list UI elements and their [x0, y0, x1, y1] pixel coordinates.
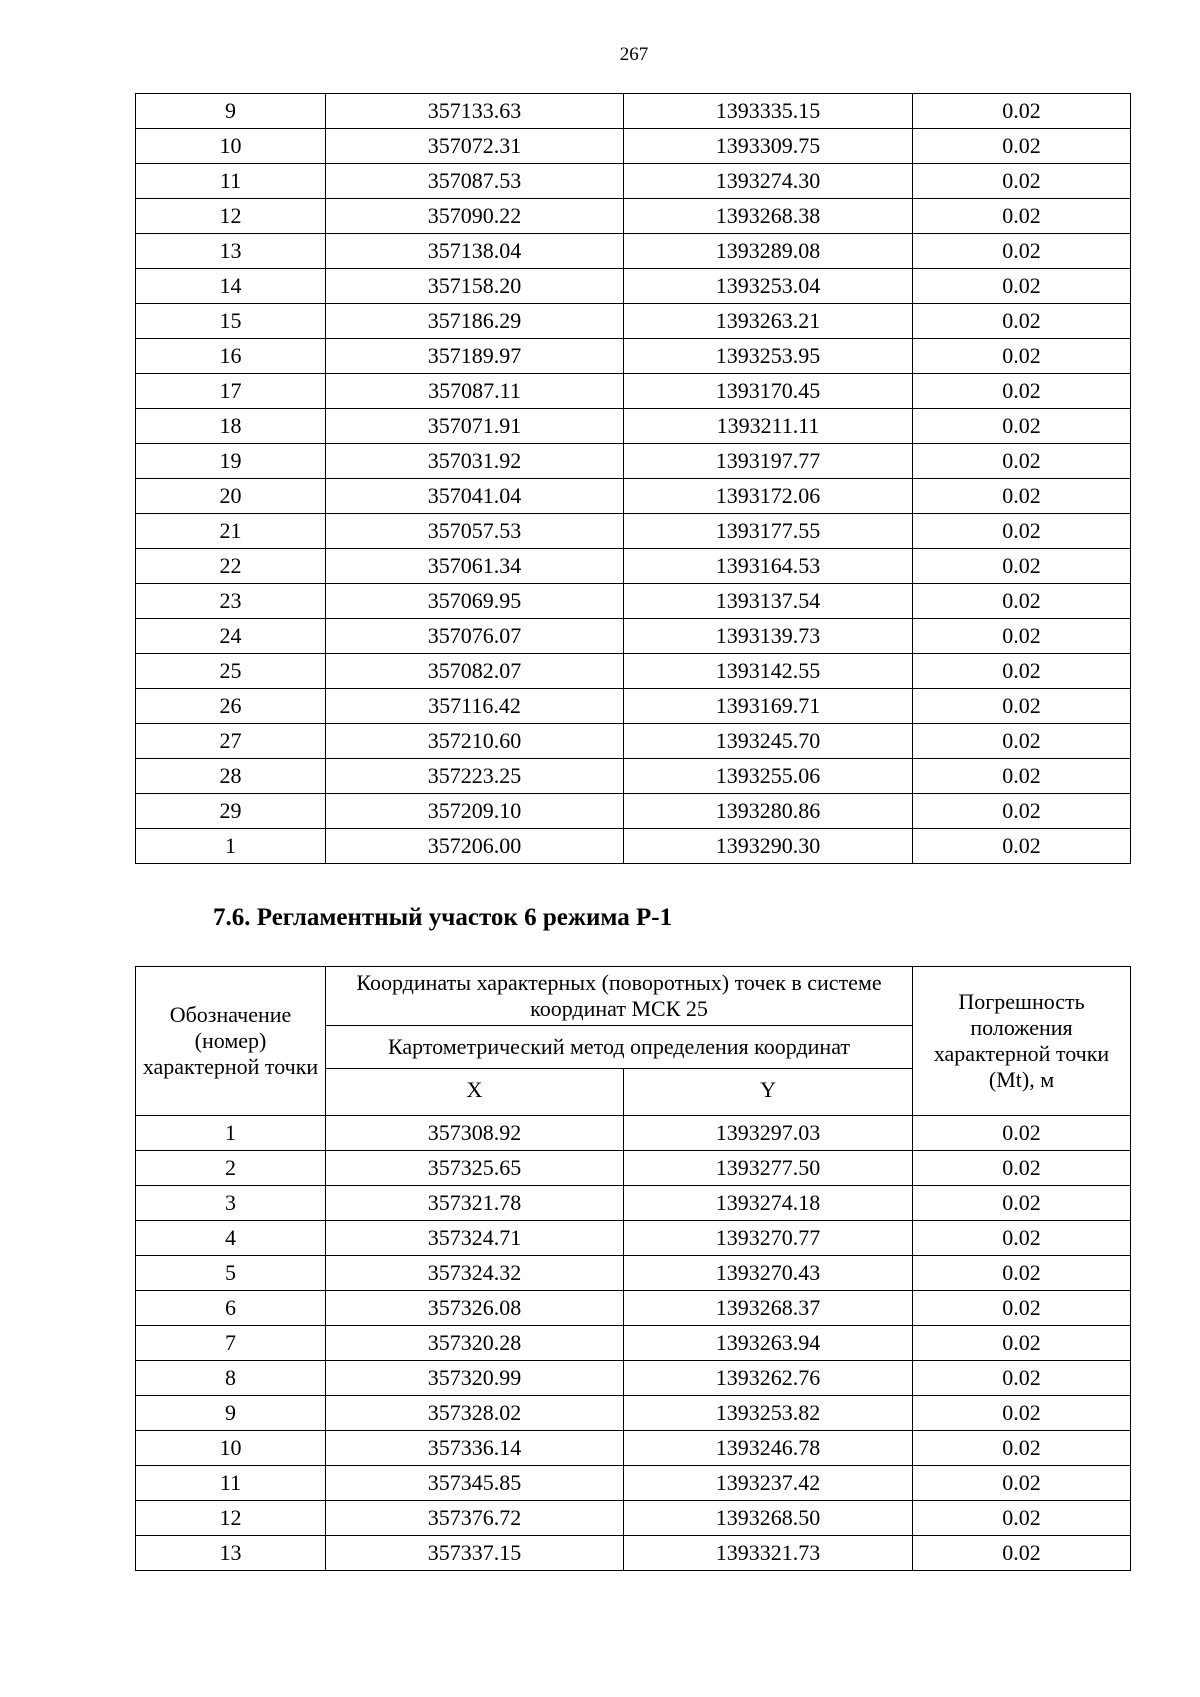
error-cell: 0.02	[913, 129, 1131, 164]
error-cell: 0.02	[913, 1186, 1131, 1221]
error-cell: 0.02	[913, 1256, 1131, 1291]
table-row	[136, 234, 1131, 269]
error-cell: 0.02	[913, 1326, 1131, 1361]
point-number-cell: 17	[136, 374, 326, 409]
point-number-cell: 20	[136, 479, 326, 514]
x-coordinate-cell: 357186.29	[326, 304, 624, 339]
error-cell: 0.02	[913, 304, 1131, 339]
header-y: Y	[624, 1069, 913, 1116]
table-row	[136, 759, 1131, 794]
y-coordinate-cell: 1393277.50	[624, 1151, 913, 1186]
x-coordinate-cell: 357061.34	[326, 549, 624, 584]
y-coordinate-cell: 1393263.94	[624, 1326, 913, 1361]
point-number-cell: 19	[136, 444, 326, 479]
header-coordinates: Координаты характерных (поворотных) точек в системе координат МСК 25	[326, 967, 913, 1026]
table-row	[136, 1501, 1131, 1536]
error-cell: 0.02	[913, 1221, 1131, 1256]
point-number-cell: 25	[136, 654, 326, 689]
error-cell: 0.02	[913, 1536, 1131, 1571]
y-coordinate-cell: 1393268.38	[624, 199, 913, 234]
error-cell: 0.02	[913, 1431, 1131, 1466]
x-coordinate-cell: 357138.04	[326, 234, 624, 269]
table-row	[136, 304, 1131, 339]
x-coordinate-cell: 357326.08	[326, 1291, 624, 1326]
y-coordinate-cell: 1393335.15	[624, 94, 913, 129]
point-number-cell: 28	[136, 759, 326, 794]
x-coordinate-cell: 357072.31	[326, 129, 624, 164]
error-cell: 0.02	[913, 1396, 1131, 1431]
point-number-cell: 21	[136, 514, 326, 549]
y-coordinate-cell: 1393253.95	[624, 339, 913, 374]
error-cell: 0.02	[913, 1151, 1131, 1186]
x-coordinate-cell: 357071.91	[326, 409, 624, 444]
error-cell: 0.02	[913, 444, 1131, 479]
point-number-cell: 22	[136, 549, 326, 584]
x-coordinate-cell: 357031.92	[326, 444, 624, 479]
y-coordinate-cell: 1393289.08	[624, 234, 913, 269]
point-number-cell: 2	[136, 1151, 326, 1186]
x-coordinate-cell: 357133.63	[326, 94, 624, 129]
x-coordinate-cell: 357376.72	[326, 1501, 624, 1536]
error-cell: 0.02	[913, 199, 1131, 234]
error-cell: 0.02	[913, 724, 1131, 759]
y-coordinate-cell: 1393253.04	[624, 269, 913, 304]
error-cell: 0.02	[913, 584, 1131, 619]
point-number-cell: 10	[136, 129, 326, 164]
table-row	[136, 409, 1131, 444]
table-row	[136, 1186, 1131, 1221]
point-number-cell: 4	[136, 1221, 326, 1256]
x-coordinate-cell: 357336.14	[326, 1431, 624, 1466]
table-row	[136, 444, 1131, 479]
y-coordinate-cell: 1393139.73	[624, 619, 913, 654]
table-row	[136, 1151, 1131, 1186]
x-coordinate-cell: 357345.85	[326, 1466, 624, 1501]
x-coordinate-cell: 357325.65	[326, 1151, 624, 1186]
y-coordinate-cell: 1393262.76	[624, 1361, 913, 1396]
point-number-cell: 11	[136, 1466, 326, 1501]
point-number-cell: 10	[136, 1431, 326, 1466]
table-row	[136, 199, 1131, 234]
table-row	[136, 1116, 1131, 1151]
x-coordinate-cell: 357090.22	[326, 199, 624, 234]
x-coordinate-cell: 357308.92	[326, 1116, 624, 1151]
y-coordinate-cell: 1393297.03	[624, 1116, 913, 1151]
y-coordinate-cell: 1393170.45	[624, 374, 913, 409]
y-coordinate-cell: 1393142.55	[624, 654, 913, 689]
table-row	[136, 374, 1131, 409]
x-coordinate-cell: 357321.78	[326, 1186, 624, 1221]
y-coordinate-cell: 1393137.54	[624, 584, 913, 619]
error-cell: 0.02	[913, 1466, 1131, 1501]
error-cell: 0.02	[913, 479, 1131, 514]
y-coordinate-cell: 1393268.37	[624, 1291, 913, 1326]
x-coordinate-cell: 357116.42	[326, 689, 624, 724]
y-coordinate-cell: 1393169.71	[624, 689, 913, 724]
x-coordinate-cell: 357069.95	[326, 584, 624, 619]
error-cell: 0.02	[913, 619, 1131, 654]
x-coordinate-cell: 357206.00	[326, 829, 624, 864]
point-number-cell: 1	[136, 1116, 326, 1151]
error-cell: 0.02	[913, 829, 1131, 864]
error-cell: 0.02	[913, 1361, 1131, 1396]
x-coordinate-cell: 357223.25	[326, 759, 624, 794]
point-number-cell: 15	[136, 304, 326, 339]
point-number-cell: 7	[136, 1326, 326, 1361]
y-coordinate-cell: 1393263.21	[624, 304, 913, 339]
y-coordinate-cell: 1393274.18	[624, 1186, 913, 1221]
error-cell: 0.02	[913, 759, 1131, 794]
y-coordinate-cell: 1393270.77	[624, 1221, 913, 1256]
error-cell: 0.02	[913, 269, 1131, 304]
point-number-cell: 5	[136, 1256, 326, 1291]
point-number-cell: 8	[136, 1361, 326, 1396]
y-coordinate-cell: 1393211.11	[624, 409, 913, 444]
table-row	[136, 479, 1131, 514]
table-row	[136, 724, 1131, 759]
point-number-cell: 18	[136, 409, 326, 444]
y-coordinate-cell: 1393274.30	[624, 164, 913, 199]
point-number-cell: 9	[136, 94, 326, 129]
table-row	[136, 794, 1131, 829]
table-row	[136, 1431, 1131, 1466]
table-row	[136, 619, 1131, 654]
error-cell: 0.02	[913, 339, 1131, 374]
coordinates-table-section-7-6	[135, 966, 1131, 1571]
table-row	[136, 1326, 1131, 1361]
y-coordinate-cell: 1393268.50	[624, 1501, 913, 1536]
x-coordinate-cell: 357324.32	[326, 1256, 624, 1291]
y-coordinate-cell: 1393237.42	[624, 1466, 913, 1501]
table-row	[136, 584, 1131, 619]
header-method: Картометрический метод определения координат	[326, 1026, 913, 1069]
point-number-cell: 3	[136, 1186, 326, 1221]
table-row	[136, 689, 1131, 724]
point-number-cell: 1	[136, 829, 326, 864]
x-coordinate-cell: 357210.60	[326, 724, 624, 759]
point-number-cell: 23	[136, 584, 326, 619]
error-cell: 0.02	[913, 654, 1131, 689]
y-coordinate-cell: 1393321.73	[624, 1536, 913, 1571]
coordinates-table-continued	[135, 93, 1131, 864]
error-cell: 0.02	[913, 549, 1131, 584]
x-coordinate-cell: 357076.07	[326, 619, 624, 654]
x-coordinate-cell: 357337.15	[326, 1536, 624, 1571]
table-row	[136, 514, 1131, 549]
point-number-cell: 11	[136, 164, 326, 199]
error-cell: 0.02	[913, 94, 1131, 129]
point-number-cell: 6	[136, 1291, 326, 1326]
table-row	[136, 1221, 1131, 1256]
x-coordinate-cell: 357082.07	[326, 654, 624, 689]
table-row	[136, 1361, 1131, 1396]
y-coordinate-cell: 1393290.30	[624, 829, 913, 864]
table-row	[136, 1536, 1131, 1571]
x-coordinate-cell: 357087.53	[326, 164, 624, 199]
point-number-cell: 13	[136, 1536, 326, 1571]
point-number-cell: 29	[136, 794, 326, 829]
x-coordinate-cell: 357324.71	[326, 1221, 624, 1256]
table-row	[136, 94, 1131, 129]
table-row	[136, 269, 1131, 304]
y-coordinate-cell: 1393246.78	[624, 1431, 913, 1466]
y-coordinate-cell: 1393172.06	[624, 479, 913, 514]
error-cell: 0.02	[913, 794, 1131, 829]
table-row	[136, 339, 1131, 374]
point-number-cell: 24	[136, 619, 326, 654]
x-coordinate-cell: 357158.20	[326, 269, 624, 304]
table-row	[136, 1396, 1131, 1431]
error-cell: 0.02	[913, 374, 1131, 409]
x-coordinate-cell: 357041.04	[326, 479, 624, 514]
error-cell: 0.02	[913, 1501, 1131, 1536]
x-coordinate-cell: 357189.97	[326, 339, 624, 374]
table-row	[136, 829, 1131, 864]
y-coordinate-cell: 1393197.77	[624, 444, 913, 479]
y-coordinate-cell: 1393245.70	[624, 724, 913, 759]
x-coordinate-cell: 357328.02	[326, 1396, 624, 1431]
table-row	[136, 549, 1131, 584]
point-number-cell: 12	[136, 1501, 326, 1536]
page-number: 267	[619, 44, 649, 65]
error-cell: 0.02	[913, 409, 1131, 444]
y-coordinate-cell: 1393177.55	[624, 514, 913, 549]
table-row	[136, 654, 1131, 689]
x-coordinate-cell: 357320.99	[326, 1361, 624, 1396]
table-row	[136, 129, 1131, 164]
point-number-cell: 27	[136, 724, 326, 759]
y-coordinate-cell: 1393253.82	[624, 1396, 913, 1431]
table-row	[136, 1466, 1131, 1501]
table-row	[136, 164, 1131, 199]
header-point-number: Обозначение (номер) характерной точки	[136, 967, 326, 1116]
point-number-cell: 9	[136, 1396, 326, 1431]
table-row	[136, 1256, 1131, 1291]
error-cell: 0.02	[913, 1116, 1131, 1151]
y-coordinate-cell: 1393280.86	[624, 794, 913, 829]
section-heading: 7.6. Регламентный участок 6 режима Р-1	[213, 904, 673, 931]
error-cell: 0.02	[913, 234, 1131, 269]
x-coordinate-cell: 357057.53	[326, 514, 624, 549]
x-coordinate-cell: 357209.10	[326, 794, 624, 829]
point-number-cell: 14	[136, 269, 326, 304]
point-number-cell: 16	[136, 339, 326, 374]
point-number-cell: 13	[136, 234, 326, 269]
x-coordinate-cell: 357320.28	[326, 1326, 624, 1361]
error-cell: 0.02	[913, 689, 1131, 724]
header-x: X	[326, 1069, 624, 1116]
y-coordinate-cell: 1393164.53	[624, 549, 913, 584]
point-number-cell: 26	[136, 689, 326, 724]
y-coordinate-cell: 1393270.43	[624, 1256, 913, 1291]
error-cell: 0.02	[913, 1291, 1131, 1326]
header-error: Погрешность положения характерной точки (Mt), м	[913, 967, 1131, 1116]
point-number-cell: 12	[136, 199, 326, 234]
y-coordinate-cell: 1393309.75	[624, 129, 913, 164]
error-cell: 0.02	[913, 164, 1131, 199]
y-coordinate-cell: 1393255.06	[624, 759, 913, 794]
table-row	[136, 1291, 1131, 1326]
error-cell: 0.02	[913, 514, 1131, 549]
x-coordinate-cell: 357087.11	[326, 374, 624, 409]
